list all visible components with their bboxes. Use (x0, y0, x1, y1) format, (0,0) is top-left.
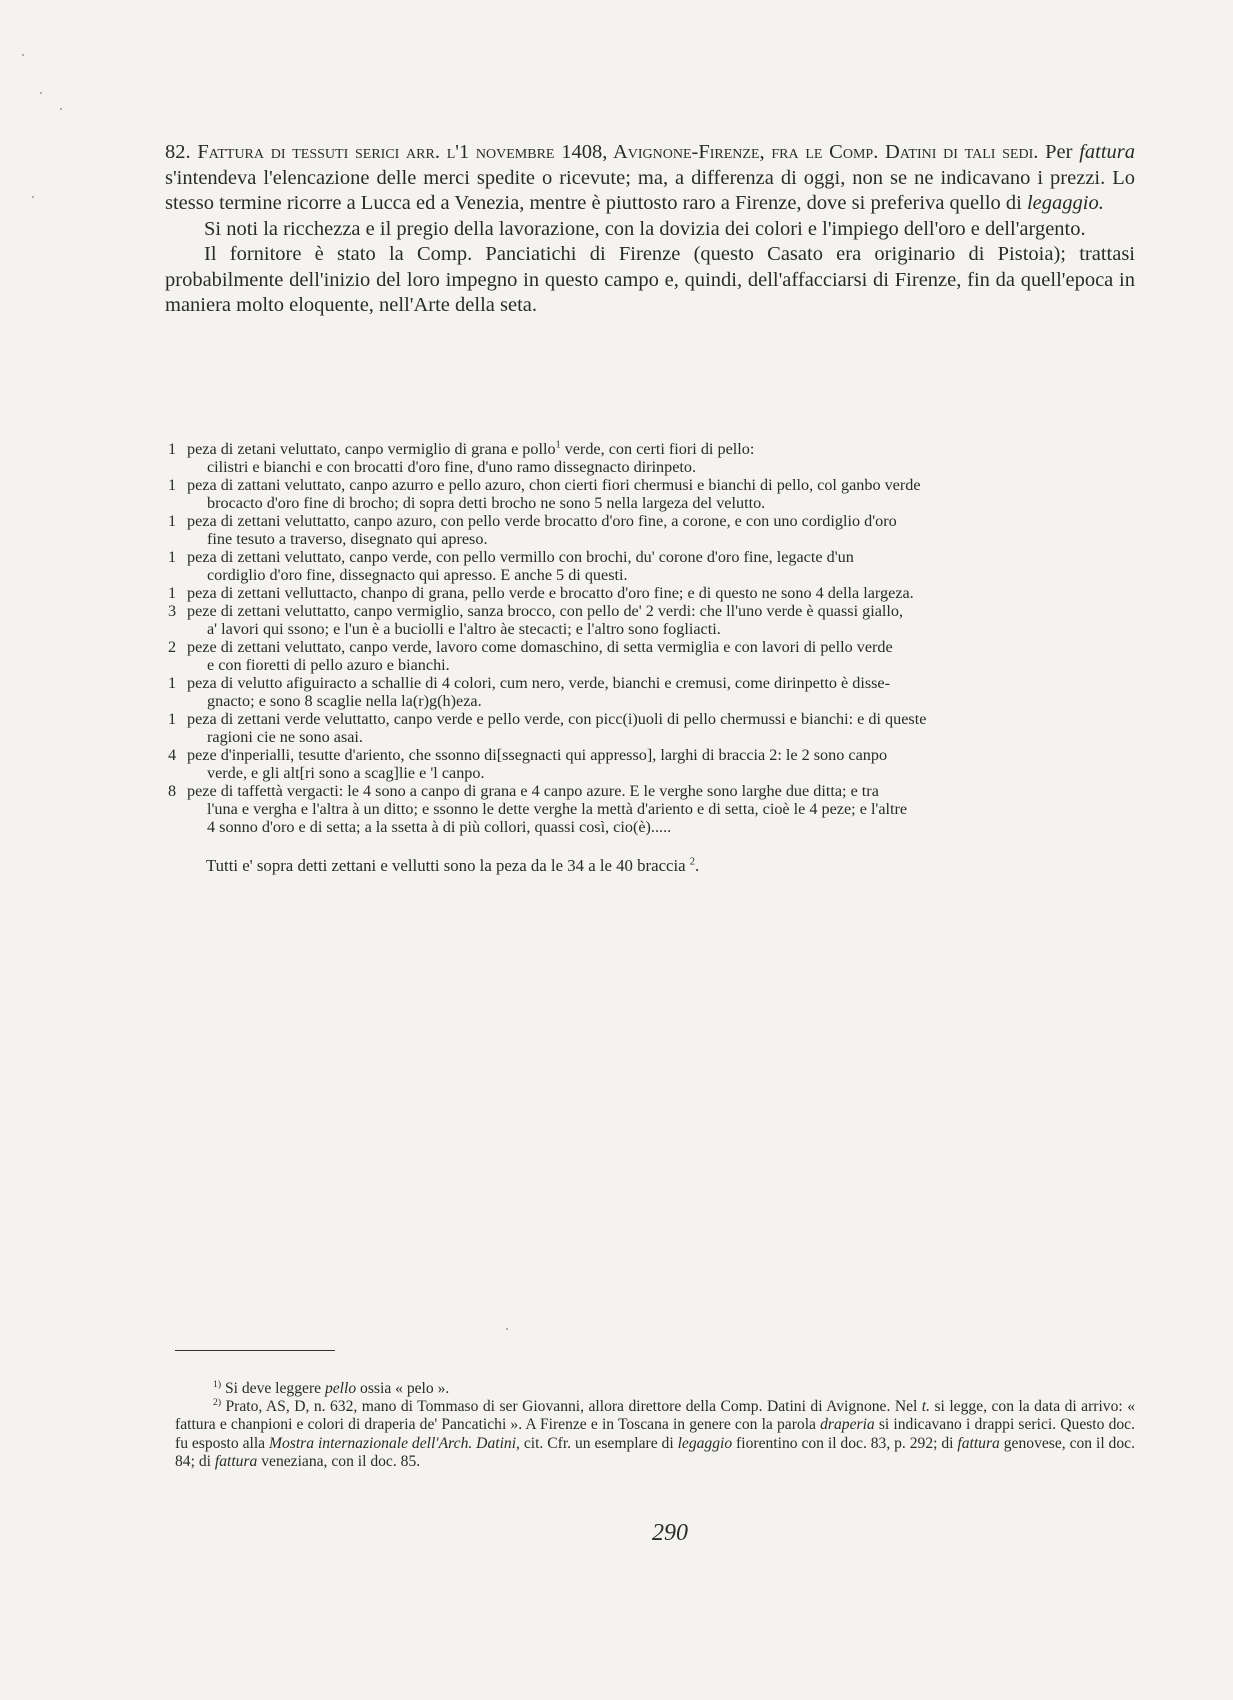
list-item (168, 638, 1133, 674)
list-item (168, 440, 1133, 476)
footnote-2 (175, 1398, 1135, 1471)
closing-text: Tutti e' sopra detti zettani e vellutti sono la peza da le 34 a le 40 braccia (206, 856, 686, 875)
entry-continuation: l'una e vergha e l'altra à un ditto; e ssonno le dette verghe la mettà d'ariento e di setta, cioè le 4 peze; e l'altre (207, 800, 908, 818)
intro-paragraph-2: Si noti la ricchezza e il pregio della lavorazione, con la dovizia dei colori e l'impiego dell'oro e dell'argento. (204, 217, 1086, 240)
entry-continuation: brocacto d'oro fine di brocho; di sopra detti brocho ne sono 5 nella largeza del velutto. (207, 494, 766, 512)
paper-speck (60, 108, 62, 110)
entry-quantity: 3 (168, 602, 177, 620)
entry-continuation: cordiglio d'oro fine, dissegnacto qui apresso. E anche 5 di questi. (207, 566, 628, 584)
footnote-mark: 2) (213, 1397, 222, 1409)
entry-text: peze d'inperialli, tesutte d'ariento, che ssonno di[ssegnacti qui appresso], larghi di braccia 2: le 2 sono canpo (187, 746, 888, 764)
entry-continuation: a' lavori qui ssono; e l'un è a buciolli e l'altro àe stecacti; e l'altro sono fogliacti. (207, 620, 721, 638)
list-item (168, 584, 1133, 602)
entry-continuation: e con fioretti di pello azuro e bianchi. (207, 656, 450, 674)
footnote-text: veneziana, con il doc. 85. (257, 1452, 421, 1470)
footnote-italic: fattura (214, 1452, 258, 1470)
footnote-text: fiorentino con il doc. 83, p. 292; di (732, 1434, 958, 1452)
entry-text: peze di zettani veluttatto, canpo vermiglio, sanza brocco, con pello de' 2 verdi: che ll'uno verde è quassi giallo, (187, 602, 904, 620)
footnote-text: si indicavano i drappi serici. Questo doc. fu esposto alla (175, 1416, 1135, 1452)
heading-number: 82. (165, 141, 191, 163)
entry-text: peza di zettani veluttatto, canpo azuro, con pello verde brocatto d'oro fine, a corone, e con uno cordiglio d'oro (187, 512, 897, 530)
paper-speck (40, 92, 42, 94)
footnote-italic: legaggio (677, 1434, 733, 1452)
entry-text: verde, con certi fiori di pello: (560, 440, 755, 458)
footnote-ref: 1 (555, 439, 561, 451)
entry-quantity: 4 (168, 746, 177, 764)
entry-continuation: 4 sonno d'oro e di setta; a la ssetta à di più collori, quassi così, cio(è)..... (207, 818, 672, 836)
heading-paragraph (165, 140, 1135, 217)
intro-text: s'intendeva l'elencazione delle merci spedite o ricevute; ma, a differenza di oggi, non se ne indicavano i prezzi. Lo stesso termine ricorre a Lucca ed a Venezia, mentre è piuttosto raro a Firenze, dove si preferiva quello di (165, 166, 1135, 214)
intro-text: Per (1038, 141, 1080, 163)
list-item (168, 782, 1133, 836)
list-item (168, 512, 1133, 548)
entry-text: peze di zettani veluttato, canpo verde, lavoro come domaschino, di setta vermiglia e con lavori di pello verde (187, 638, 893, 656)
entry-continuation: verde, e gli alt[ri sono a scag]lie e 'l canpo. (207, 764, 485, 782)
footnote-italic: t. (921, 1398, 931, 1416)
footnote-text: cit. Cfr. un esemplare di (519, 1434, 678, 1452)
entry-quantity: 1 (168, 584, 177, 602)
list-item (168, 710, 1133, 746)
entry-continuation: ragioni cie ne sono asai. (207, 728, 363, 746)
footnote-text: Si deve leggere (221, 1380, 325, 1397)
entry-text: peza di zetani veluttato, canpo vermiglio di grana e pollo (187, 440, 556, 458)
footnote-text: ossia « pelo ». (356, 1380, 450, 1397)
paper-speck (32, 196, 34, 198)
entry-continuation: fine tesuto a traverso, disegnato qui apreso. (207, 530, 488, 548)
list-item (168, 476, 1133, 512)
entry-text: peza di zattani veluttato, canpo azurro e pello azuro, chon cierti fiori chermusi e bianchi di pello, col ganbo verde (187, 476, 921, 494)
heading-title: Fattura di tessuti serici arr. l'1 novembre 1408, Avignone-Firenze, fra le Comp. Datini di tali sedi. (197, 141, 1039, 163)
entry-text: peza di zettani verde veluttatto, canpo verde e pello verde, con picc(i)uoli di pello chermussi e bianchi: e di queste (187, 710, 927, 728)
entry-quantity: 8 (168, 782, 177, 800)
closing-tail: . (694, 856, 700, 875)
entry-quantity: 1 (168, 512, 177, 530)
entry-text: peza di zettani velluttacto, chanpo di grana, pello verde e brocatto d'oro fine; e di questo ne sono 4 della largeza. (187, 584, 914, 602)
list-item (168, 602, 1133, 638)
entry-quantity: 1 (168, 476, 177, 494)
list-item (168, 674, 1133, 710)
entry-quantity: 1 (168, 440, 177, 458)
entry-quantity: 1 (168, 674, 177, 692)
footnote-mark: 1) (213, 1378, 222, 1390)
list-item (168, 548, 1133, 584)
footnotes (175, 1380, 1135, 1471)
footnote-divider (175, 1350, 335, 1351)
footnote-text: Prato, AS, D, n. 632, mano di Tommaso di ser Giovanni, allora direttore della Comp. Datini di Avignone. Nel (221, 1398, 922, 1416)
paper-speck (506, 1328, 508, 1330)
entry-text: peze di taffettà vergacti: le 4 sono a canpo di grana e 4 canpo azure. E le verghe sono larghe due ditta; e tra (187, 782, 879, 800)
document-header (165, 140, 1135, 319)
entry-quantity: 2 (168, 638, 177, 656)
entry-text: peza di velutto afiguiracto a schallie di 4 colori, cum nero, verde, bianchi e cremusi, come dirinpetto è disse- (187, 674, 891, 692)
entry-quantity: 1 (168, 548, 177, 566)
list-item (168, 746, 1133, 782)
footnote-text: genovese, con il doc. 84; di (175, 1434, 1135, 1470)
intro-italic: fattura (1079, 141, 1136, 163)
entry-continuation: gnacto; e sono 8 scaglie nella la(r)g(h)eza. (207, 692, 482, 710)
intro-paragraph-3: Il fornitore è stato la Comp. Panciatichi di Firenze (questo Casato era originario di Pistoia); trattasi probabilmente dell'inizio del loro impegno in questo campo e, quindi, dell'affacciarsi di Firenze, fin da quell'epoca in maniera molto eloquente, nell'Arte della seta. (165, 243, 1135, 316)
footnote-text: si legge, con la data di arrivo: « fattura e chanpioni e colori di draperia de' Pancatichi ». A Firenze e in Toscana in genere con la parola (175, 1398, 1135, 1434)
footnote-italic: draperia (820, 1416, 875, 1434)
footnote-ref: 2 (689, 856, 695, 868)
entry-quantity: 1 (168, 710, 177, 728)
closing-line (206, 856, 1106, 876)
intro-italic: legaggio. (1026, 192, 1104, 214)
footnote-italic: pello (324, 1380, 357, 1397)
entry-text: peza di zettani veluttato, canpo verde, con pello vermillo con brochi, du' corone d'oro fine, legacte d'un (187, 548, 854, 566)
invoice-entries (168, 440, 1133, 836)
footnote-italic: fattura (957, 1434, 1000, 1452)
footnote-italic: Mostra internazionale dell'Arch. Datini, (268, 1434, 520, 1452)
paper-speck (22, 54, 24, 56)
page-number: 290 (652, 1520, 688, 1546)
entry-continuation: cilistri e bianchi e con brocatti d'oro fine, d'uno ramo dissegnacto dirinpeto. (207, 458, 697, 476)
footnote-1 (175, 1380, 1135, 1398)
